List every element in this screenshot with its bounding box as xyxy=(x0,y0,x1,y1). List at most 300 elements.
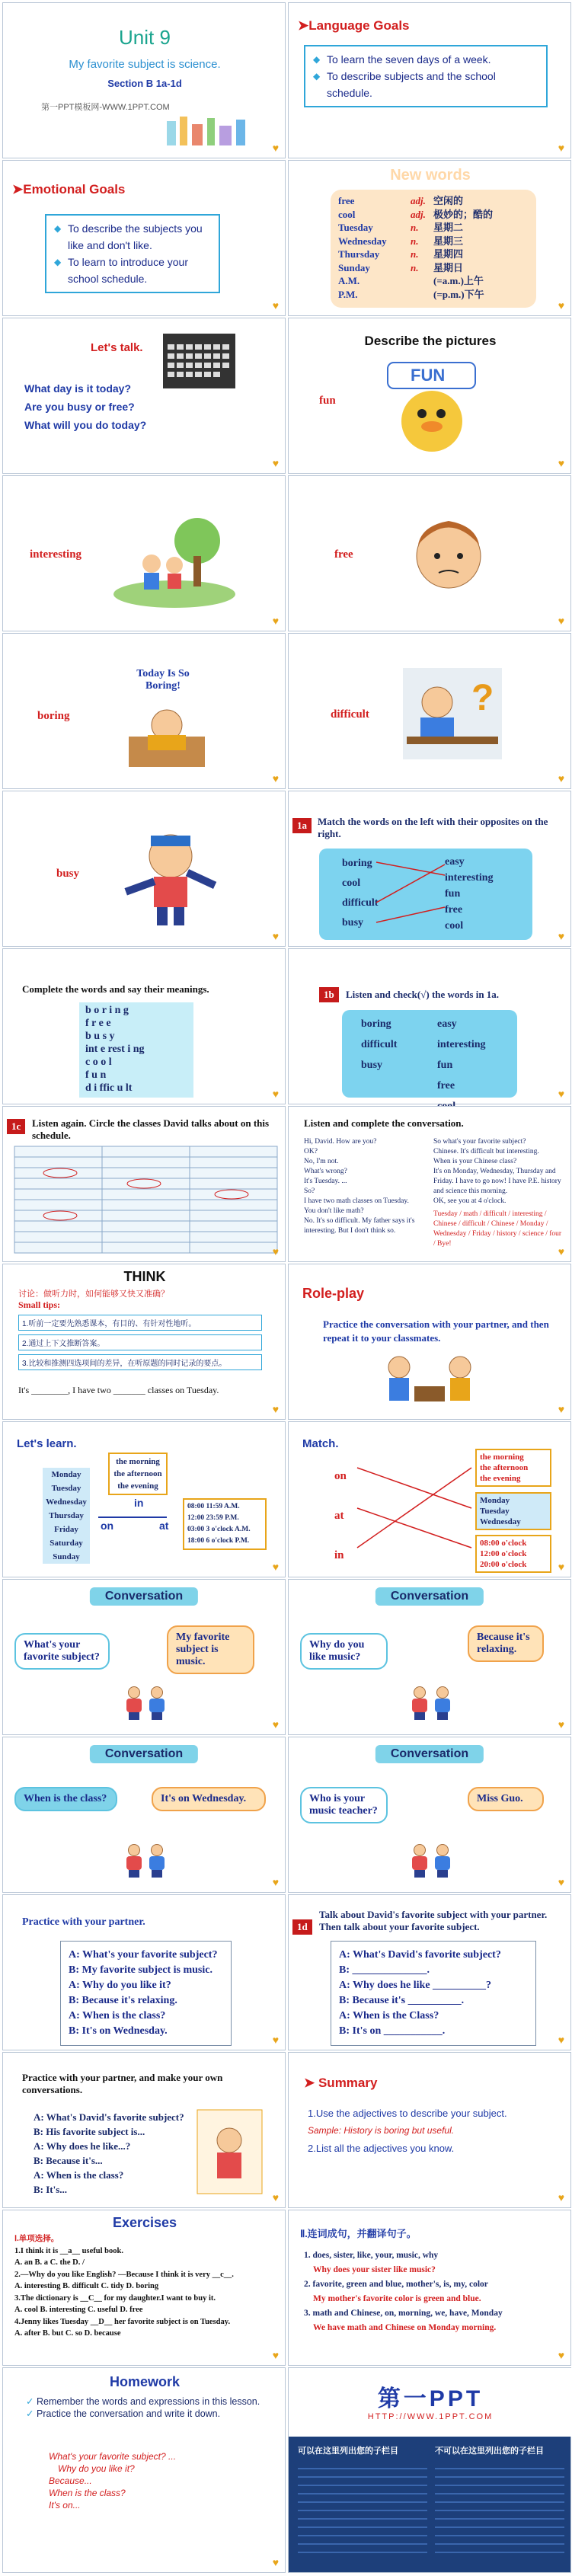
match-option: 20:00 o'clock xyxy=(480,1560,527,1569)
match-left-word: boring xyxy=(342,858,372,869)
summary-point: 1.Use the adjectives to describe your subject. xyxy=(308,2108,507,2119)
match-title: Match. xyxy=(302,1437,339,1450)
dialog-line: B: It's on ___________. xyxy=(339,2025,446,2037)
time-of-day: the morning xyxy=(116,1457,160,1466)
slide-27-own-conversation xyxy=(2,2052,286,2208)
site-label: 第一PPT模板网-WWW.1PPT.COM xyxy=(41,103,170,112)
new-word: Tuesday xyxy=(338,222,373,233)
brand-url: HTTP://WWW.1PPT.COM xyxy=(367,2412,494,2421)
match-lines xyxy=(353,1464,475,1555)
nav-icon: ♥ xyxy=(272,1718,279,1731)
match-option: the evening xyxy=(480,1474,521,1483)
question: What day is it today? xyxy=(24,382,132,395)
arrow-line xyxy=(94,1512,171,1523)
schedule-table xyxy=(14,1146,277,1253)
tag-1d: 1d xyxy=(292,1919,312,1935)
nav-icon: ♥ xyxy=(272,930,279,942)
in-label: in xyxy=(134,1497,144,1509)
new-word: Sunday xyxy=(338,261,370,273)
complete-word: b u s y xyxy=(85,1031,115,1042)
check-word: boring xyxy=(361,1018,391,1030)
circle-instruction: Listen again. Circle the classes David talks about on this schedule. xyxy=(32,1117,270,1141)
tip-box: 2.通过上下文推断答案。 xyxy=(18,1334,262,1350)
lets-learn-title: Let's learn. xyxy=(17,1437,77,1450)
homework-line: Because... xyxy=(49,2475,92,2486)
dialog-line: A: Why does he like __________? xyxy=(339,1980,492,1991)
new-word: Wednesday xyxy=(338,235,387,247)
word-difficult: difficult xyxy=(331,708,369,721)
dialog-line: A: When is the class? xyxy=(34,2169,124,2181)
exercise-options: A. cool B. interesting C. useful D. free xyxy=(14,2306,143,2314)
slide-32-brand xyxy=(288,2367,571,2573)
practice-title: Practice with your partner. xyxy=(22,1916,145,1928)
link-list-right xyxy=(435,2461,564,2560)
nav-icon: ♥ xyxy=(272,2556,279,2568)
nav-icon: ♥ xyxy=(558,299,564,312)
student-figure xyxy=(125,1844,143,1878)
exercise-question: 1.I think it is __a__ useful book. xyxy=(14,2246,123,2255)
slide-17-think xyxy=(2,1264,286,1420)
day: Friday xyxy=(54,1525,78,1534)
day: Wednesday xyxy=(46,1497,87,1507)
nav-icon: ♥ xyxy=(558,142,564,154)
dialog-line: B: His favorite subject is... xyxy=(34,2126,145,2137)
homework-line: What's your favorite subject? ... xyxy=(49,2451,177,2462)
clock-time: 08:00 11:59 A.M. xyxy=(187,1503,240,1510)
own-dialog xyxy=(34,2110,184,2197)
new-word-row xyxy=(338,208,529,222)
student-figure xyxy=(433,1686,452,1720)
match-right-word: fun xyxy=(445,888,461,900)
question: What will you do today? xyxy=(24,419,147,431)
slide-15-listen-1c xyxy=(2,1106,286,1262)
language-goals-title: ➤Language Goals xyxy=(298,18,410,33)
conversation-line: So? xyxy=(304,1187,315,1195)
slide-14-listen-1b xyxy=(288,948,571,1104)
conversation-line: OK, see you at 4 o'clock. xyxy=(433,1197,506,1205)
new-word-row xyxy=(338,235,529,248)
slide-12-match-1a xyxy=(288,791,571,947)
student-figure xyxy=(148,1844,166,1878)
match-option: 08:00 o'clock xyxy=(480,1539,527,1548)
match-box-clock xyxy=(475,1535,551,1573)
match-right-word: free xyxy=(445,904,463,916)
tag-1a: 1a xyxy=(292,818,312,833)
svg-text:?: ? xyxy=(471,678,494,718)
link-list-left xyxy=(298,2461,427,2560)
day: Monday xyxy=(51,1470,81,1479)
nav-icon: ♥ xyxy=(272,1561,279,1573)
conversation-line: No. It's so difficult. My father says it's interesting. But I don't think so. xyxy=(304,1217,415,1235)
part-of-speech: adj. xyxy=(411,195,426,206)
part-of-speech: adj. xyxy=(411,208,426,220)
clock-time: 03:00 3 o'clock A.M. xyxy=(187,1526,251,1533)
busy-boy-illustration xyxy=(117,822,224,928)
homework-item-text: Remember the words and expressions in this lesson. xyxy=(37,2396,260,2407)
nav-icon: ♥ xyxy=(272,615,279,627)
match-right-word: cool xyxy=(445,920,464,932)
day: Sunday xyxy=(53,1552,80,1561)
exercise-question: 3.The dictionary is __C__ for my daughter.I want to buy it. xyxy=(14,2293,216,2303)
conversation-line: Chinese. It's difficult but interesting. xyxy=(433,1148,539,1155)
slide-18-role-play xyxy=(288,1264,571,1420)
new-word: cool xyxy=(338,208,356,220)
conversation-instruction: Listen and complete the conversation. xyxy=(304,1117,464,1129)
slide-31-homework xyxy=(2,2367,286,2573)
nav-icon: ♥ xyxy=(272,2034,279,2046)
slide-3-emotional-goals xyxy=(2,160,286,316)
dialog-line: A: Why do you like it? xyxy=(69,1980,171,1991)
summary-sample: Sample: History is boring but useful. xyxy=(308,2125,455,2136)
nav-icon: ♥ xyxy=(272,1876,279,1888)
conversation-line: So what's your favorite subject? xyxy=(433,1138,526,1146)
talk-instruction: Talk about David's favorite subject with your partner. Then talk about your favorite subject. xyxy=(319,1909,548,1932)
slide-21-conversation xyxy=(2,1579,286,1735)
complete-word: d i ffic u lt xyxy=(85,1082,133,1094)
slide-25-practice xyxy=(2,1894,286,2050)
slide-10-difficult xyxy=(288,633,571,789)
slide-30-word-order xyxy=(288,2210,571,2366)
dialog-line: A: Why does he like...? xyxy=(34,2140,131,2152)
clock-time: 12:00 23:59 P.M. xyxy=(187,1514,239,1522)
conversation-line: It's Tuesday. ... xyxy=(304,1178,347,1185)
nav-icon: ♥ xyxy=(272,1403,279,1415)
right-column-head: 不可以在这里列出您的子栏目 xyxy=(435,2447,544,2456)
match-left-word: busy xyxy=(342,917,364,928)
role-play-text: Practice the conversation with your partner, and then repeat it to your classmates. xyxy=(323,1318,549,1344)
word-order-list xyxy=(304,2248,563,2335)
answer-bubble: Because it's relaxing. xyxy=(468,1625,544,1662)
goal-item: ◆ To learn to introduce your school schedule. xyxy=(54,254,211,287)
thinking-boy-illustration xyxy=(407,510,491,602)
nav-icon: ♥ xyxy=(558,1876,564,1888)
boring-pic-text: Today Is So Boring! xyxy=(136,668,190,692)
dialog-line: A: When is the class? xyxy=(69,2010,166,2021)
match-box-days xyxy=(475,1492,551,1530)
calendar-illustration xyxy=(163,334,235,388)
check-word: fun xyxy=(437,1059,453,1071)
new-words-title: New words xyxy=(390,167,471,184)
summary-title: ➤ Summary xyxy=(304,2076,378,2090)
conversation-title: Conversation xyxy=(90,1587,198,1606)
prep-list xyxy=(334,1456,347,1575)
dialog-line: A: When is the Class? xyxy=(339,2010,439,2021)
summary-label: Summary xyxy=(318,2076,378,2090)
conversation-line: I have two math classes on Tuesday. xyxy=(304,1197,409,1205)
word-free: free xyxy=(334,548,353,561)
nav-icon: ♥ xyxy=(272,1088,279,1100)
exercise-question: 2.—Why do you like English? —Because I think it is very __c__. xyxy=(14,2270,234,2279)
nav-icon: ♥ xyxy=(558,2349,564,2361)
answer-bubble: It's on Wednesday. xyxy=(152,1787,266,1811)
new-word: A.M. xyxy=(338,275,360,286)
word-meaning: 空闲的 xyxy=(433,195,464,206)
word-meaning: 星期四 xyxy=(433,248,464,260)
conversation-line: Hi, David. How are you? xyxy=(304,1138,377,1146)
at-label: at xyxy=(159,1520,169,1532)
day: Thursday xyxy=(49,1511,84,1520)
slide-5-lets-talk xyxy=(2,318,286,474)
exercise-section-label: Ⅰ.单项选择。 xyxy=(14,2235,59,2243)
conversation-line: No, I'm not. xyxy=(304,1158,339,1165)
word-meaning: (=p.m.)下午 xyxy=(433,288,484,300)
conversation-title: Conversation xyxy=(90,1745,198,1763)
match-option: Tuesday xyxy=(480,1507,510,1516)
homework-item-text: Practice the conversation and write it down. xyxy=(37,2408,221,2419)
think-title: THINK xyxy=(123,1269,166,1284)
check-word-grid xyxy=(361,1014,513,1117)
nav-icon: ♥ xyxy=(558,457,564,469)
word-boring: boring xyxy=(37,710,70,722)
homework-line: When is the class? xyxy=(49,2488,126,2498)
language-goals-box xyxy=(304,45,548,107)
slide-9-boring xyxy=(2,633,286,789)
tag-1c: 1c xyxy=(7,1119,25,1134)
think-question: 讨论：做听力时，如何能够又快又准确？ xyxy=(18,1290,169,1299)
conversation-line: When is your Chinese class? xyxy=(433,1158,517,1165)
match-right-list xyxy=(445,854,494,934)
check-word: free xyxy=(437,1080,455,1091)
exercise-options: A. interesting B. difficult C. tidy D. boring xyxy=(14,2282,159,2290)
homework-item xyxy=(26,2395,270,2408)
conversation-title: Conversation xyxy=(375,1587,484,1606)
question-bubble: What's your favorite subject? xyxy=(14,1633,110,1670)
days-list xyxy=(43,1468,90,1564)
classroom-illustration xyxy=(197,2110,262,2194)
word-order-answer: We have math and Chinese on Monday morning. xyxy=(313,2323,497,2332)
role-play-title: Role-play xyxy=(302,1286,365,1301)
fun-logo-text: FUN xyxy=(411,366,446,385)
slide-22-conversation xyxy=(288,1579,571,1735)
nav-icon: ♥ xyxy=(558,1088,564,1100)
check-word: busy xyxy=(361,1059,383,1071)
nav-icon: ♥ xyxy=(558,1245,564,1258)
slide-2-language-goals xyxy=(288,2,571,158)
complete-word-list xyxy=(85,1004,145,1095)
tip-box: 3.比较和推测四选项间的差异，在听原题的同时记录的要点。 xyxy=(18,1354,262,1370)
check-word: interesting xyxy=(437,1039,486,1050)
word-meaning: 星期三 xyxy=(433,235,464,247)
question-bubble: When is the class? xyxy=(14,1787,117,1811)
match-box-times xyxy=(475,1449,551,1487)
nav-icon: ♥ xyxy=(558,2191,564,2204)
word-meaning: (=a.m.)上午 xyxy=(433,275,484,286)
word-order-question: 2. favorite, green and blue, mother's, is, my, color xyxy=(304,2280,488,2289)
dialog-line: A: What's your favorite subject? xyxy=(69,1949,218,1961)
slide-4-new-words xyxy=(288,160,571,316)
match-left-word: cool xyxy=(342,877,361,889)
word-busy: busy xyxy=(56,868,80,880)
answer-key: Tuesday / math / difficult / interesting / Chinese / difficult / Chinese / Monday / Wednesday / Friday / history / science / four / Bye! xyxy=(433,1210,562,1248)
dialog-line: A: What's David's favorite subject? xyxy=(34,2111,184,2123)
exercise-options: A. after B. but C. so D. because xyxy=(14,2329,121,2338)
goal-item: ◆ To describe subjects and the school schedule. xyxy=(313,68,538,101)
slide-20-match xyxy=(288,1421,571,1577)
student-figure xyxy=(411,1686,429,1720)
goal-item: ◆ To describe the subjects you like and don't like. xyxy=(54,220,211,254)
section-label: Section B 1a-1d xyxy=(107,78,182,89)
new-words-panel xyxy=(331,190,536,308)
dialog-line: B: Because it's... xyxy=(34,2155,103,2166)
exercise-question: 4.Jenny likes Tuesday __D__ her favorite subject is on Tuesday. xyxy=(14,2317,231,2326)
tips-title: Small tips: xyxy=(18,1299,61,1310)
new-word-row xyxy=(338,221,529,235)
question-bubble: Who is your music teacher? xyxy=(300,1787,388,1823)
slide-24-conversation xyxy=(288,1737,571,1893)
match-option: the morning xyxy=(480,1453,524,1462)
slide-7-interesting xyxy=(2,475,286,631)
match-instruction: Match the words on the left with their opposites on the right. xyxy=(318,816,548,839)
slide-19-lets-learn xyxy=(2,1421,286,1577)
conversation-line: You don't like math? xyxy=(304,1207,364,1215)
bottles-illustration xyxy=(163,113,254,148)
homework-line: Why do you like it? xyxy=(58,2463,135,2474)
check-icon: ✓ xyxy=(26,2408,34,2419)
on-label: on xyxy=(101,1520,114,1532)
part-of-speech: n. xyxy=(411,222,419,233)
nav-icon: ♥ xyxy=(272,1245,279,1258)
dialog-line: B: Because it's __________. xyxy=(339,1995,465,2006)
question: Are you busy or free? xyxy=(24,401,135,413)
language-goals-label: Language Goals xyxy=(308,18,410,33)
dialog-line: B: It's on Wednesday. xyxy=(69,2025,168,2037)
complete-word: int e rest i ng xyxy=(85,1044,145,1055)
new-word-row xyxy=(338,248,529,261)
complete-instruction: Complete the words and say their meanings. xyxy=(22,983,209,995)
word-meaning: 星期日 xyxy=(433,261,464,273)
new-word: Thursday xyxy=(338,248,380,260)
emotional-goals-title: ➤Emotional Goals xyxy=(12,182,126,197)
nav-icon: ♥ xyxy=(272,2349,279,2361)
homework-lines xyxy=(49,2450,176,2511)
conversation-line: It's on Monday, Wednesday, Thursday and Friday. I have to go now! I have P.E. history and science this morning. xyxy=(433,1168,561,1195)
answer-bubble: Miss Guo. xyxy=(468,1787,544,1811)
new-word: free xyxy=(338,195,355,206)
nav-icon: ♥ xyxy=(558,1403,564,1415)
left-column-head: 可以在这里列出您的子栏目 xyxy=(298,2447,398,2456)
own-conversation-title: Practice with your partner, and make your own conversations. xyxy=(22,2072,223,2095)
slide-11-busy xyxy=(2,791,286,947)
emotional-goals-label: Emotional Goals xyxy=(23,182,126,197)
word-order-answer: Why does your sister like music? xyxy=(313,2265,436,2274)
nav-icon: ♥ xyxy=(272,299,279,312)
tip-box: 1.听前一定要先熟悉课本，有目的、有针对性地听。 xyxy=(18,1315,262,1331)
nav-icon: ♥ xyxy=(558,615,564,627)
student-figure xyxy=(125,1686,143,1720)
match-option: 12:00 o'clock xyxy=(480,1549,527,1558)
preposition: at xyxy=(334,1510,344,1522)
complete-word: f u n xyxy=(85,1069,107,1081)
homework-line: It's on... xyxy=(49,2500,81,2510)
day: Tuesday xyxy=(51,1484,81,1493)
conversation-right xyxy=(433,1137,563,1249)
slide-26-talk-1d xyxy=(288,1894,571,2050)
part-of-speech: n. xyxy=(411,235,419,247)
tag-1b: 1b xyxy=(319,987,339,1002)
student-question-illustration xyxy=(399,664,506,763)
lets-talk-title: Let's talk. xyxy=(91,341,143,354)
practice-dialog xyxy=(60,1941,232,2046)
preposition: in xyxy=(334,1549,344,1561)
new-word-row xyxy=(338,194,529,208)
dialog-line: A: What's David's favorite subject? xyxy=(339,1949,501,1961)
summary-point: 2.List all the adjectives you know. xyxy=(308,2143,455,2154)
word-meaning: 星期二 xyxy=(433,222,464,233)
conversation-line: OK? xyxy=(304,1148,318,1155)
check-word: difficult xyxy=(361,1039,398,1050)
slide-1-title xyxy=(2,2,286,158)
complete-word: c o o l xyxy=(85,1056,112,1068)
word-meaning: 极妙的；酷的 xyxy=(433,208,494,220)
student-figure xyxy=(433,1844,452,1878)
word-order-question: 1. does, sister, like, your, music, why xyxy=(304,2251,439,2260)
goal-item: ◆ To learn the seven days of a week. xyxy=(313,51,538,68)
answer-bubble: My favorite subject is music. xyxy=(167,1625,254,1674)
new-word-row xyxy=(338,261,529,275)
word-order-question: 3. math and Chinese, on, morning, we, have, Monday xyxy=(304,2309,503,2318)
describe-title: Describe the pictures xyxy=(364,334,497,348)
talk-dialog xyxy=(331,1941,536,2046)
preposition: on xyxy=(334,1470,347,1482)
student-figure xyxy=(411,1844,429,1878)
word-order-title: Ⅱ.连词成句，并翻译句子。 xyxy=(300,2228,417,2239)
nav-icon: ♥ xyxy=(272,142,279,154)
emotional-goals-box xyxy=(45,214,220,293)
listen-instruction: Listen and check(√) the words in 1a. xyxy=(346,989,500,1000)
word-interesting: interesting xyxy=(30,548,82,561)
word-order-answer: My mother's favorite color is green and blue. xyxy=(313,2294,481,2303)
slide-28-summary xyxy=(288,2052,571,2208)
part-of-speech xyxy=(411,288,433,302)
nav-icon: ♥ xyxy=(558,1561,564,1573)
match-option: the afternoon xyxy=(480,1463,529,1472)
dialog-line: B: My favorite subject is music. xyxy=(69,1964,213,1976)
word-fun: fun xyxy=(319,395,336,407)
nav-icon: ♥ xyxy=(558,2034,564,2046)
bored-kid-illustration xyxy=(125,698,209,771)
match-left-word: difficult xyxy=(342,897,379,909)
match-right-word: interesting xyxy=(445,872,494,884)
conversation-left xyxy=(304,1137,430,1236)
homework-item xyxy=(26,2408,270,2420)
unit-title: Unit 9 xyxy=(119,26,171,49)
new-word-row xyxy=(338,288,529,302)
slide-29-exercises xyxy=(2,2210,286,2366)
conversation-title: Conversation xyxy=(375,1745,484,1763)
time-of-day: the evening xyxy=(117,1481,158,1491)
dialog-line: B: ______________. xyxy=(339,1964,430,1976)
match-option: Wednesday xyxy=(480,1517,521,1526)
complete-word: b o r i n g xyxy=(85,1005,129,1016)
unit-subtitle: My favorite subject is science. xyxy=(69,58,221,71)
homework-title: Homework xyxy=(109,2374,181,2389)
check-word: easy xyxy=(437,1018,457,1030)
match-option: Monday xyxy=(480,1496,510,1505)
homework-items xyxy=(26,2395,270,2420)
part-of-speech xyxy=(411,274,433,288)
clock-time: 18:00 6 o'clock P.M. xyxy=(187,1537,250,1545)
day: Saturday xyxy=(50,1539,83,1548)
conversation-line: What's wrong? xyxy=(304,1168,347,1175)
brand-logo: 第一PPT xyxy=(377,2386,484,2411)
nav-icon: ♥ xyxy=(558,1718,564,1731)
slide-6-describe-pictures xyxy=(288,318,571,474)
match-right-word: easy xyxy=(445,856,465,868)
clock-box xyxy=(183,1498,267,1550)
dialog-line: B: Because it's relaxing. xyxy=(69,1995,177,2006)
match-lines xyxy=(372,858,449,935)
new-word: P.M. xyxy=(338,288,358,300)
